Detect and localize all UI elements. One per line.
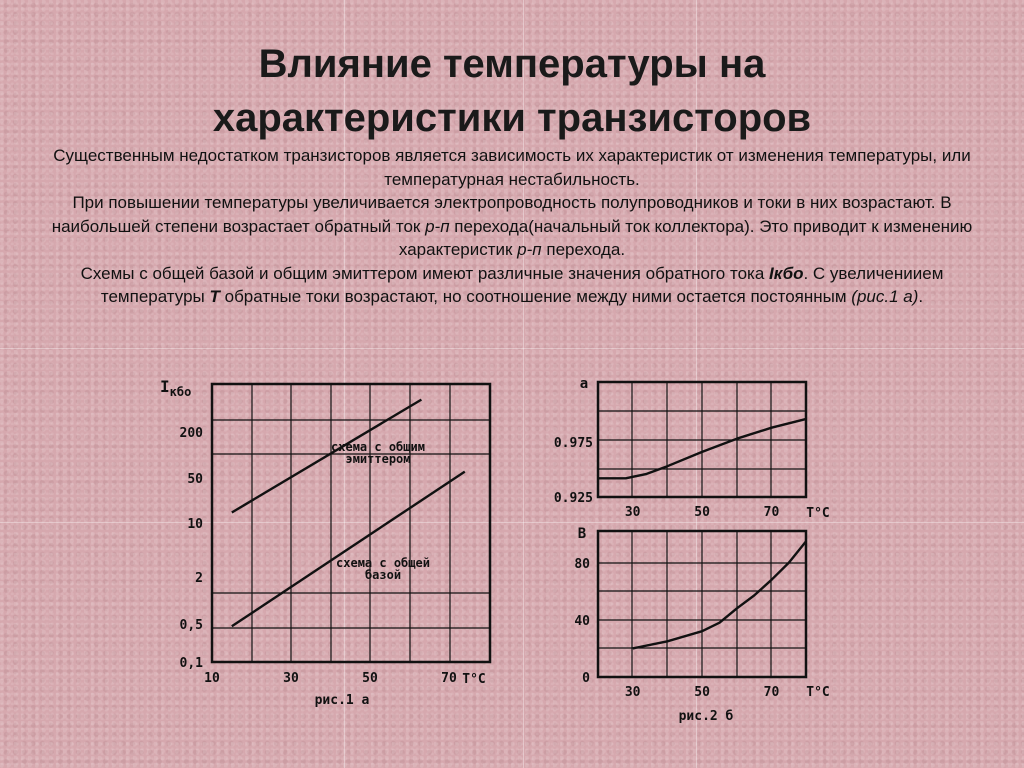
x-tick-label: 50	[694, 505, 710, 520]
plot-frame	[212, 384, 490, 662]
series-label-line: эмиттером	[345, 452, 411, 466]
intro-paragraph-2: При повышении температуры увеличивается электропроводность полупроводников и токи в них возрастают. В наибольшей степени возрастает обратный ток р-п перехода(начальный ток коллектора). Это приводит к изменению характеристик р-п перехода.	[51, 193, 973, 259]
chart-beta	[574, 526, 829, 724]
x-tick-label: 70	[441, 671, 457, 686]
x-axis-label: T°C	[462, 672, 486, 687]
y-axis-label-main: I	[160, 377, 170, 396]
title-line-1: Влияние температуры на	[258, 41, 766, 86]
x-tick-label: 30	[624, 685, 641, 700]
y-axis-label: B	[577, 526, 587, 542]
y-axis-label-sub: кбо	[169, 385, 192, 399]
y-axis-label	[160, 377, 191, 399]
series-line-2	[232, 472, 465, 627]
series-label-emitter	[331, 440, 425, 466]
pn-term: р-п	[517, 240, 542, 259]
y-axis-label: a	[579, 376, 589, 392]
y-tick-label: 0.975	[553, 436, 593, 451]
y-tick-label: 2	[195, 571, 203, 586]
x-tick-label: 70	[763, 685, 780, 700]
y-tick-label: 200	[179, 426, 203, 441]
series-label-line: базой	[364, 568, 402, 582]
chart-ikbo	[160, 377, 490, 708]
x-tick-label: 50	[362, 671, 378, 686]
ikbo-term: Iкбо	[769, 263, 804, 283]
y-tick-label: 10	[187, 517, 203, 532]
x-tick-label: 30	[283, 671, 299, 686]
title-line-2: характеристики транзисторов	[212, 95, 812, 140]
chart-caption: рис.1 а	[314, 693, 370, 708]
chart-alpha	[554, 376, 830, 521]
y-tick-label: 40	[574, 614, 590, 629]
x-tick-label: 50	[694, 685, 710, 700]
figure-reference: (рис.1 а)	[851, 287, 919, 306]
series-line	[633, 541, 807, 648]
pn-term: р-п	[425, 216, 450, 236]
intro-paragraph-1: Существенным недостатком транзисторов является зависимость их характеристик от изменения температуры, или температурная нестабильность.	[53, 146, 971, 189]
series-label-base	[336, 556, 430, 582]
series-label-line: схема с общей	[336, 556, 430, 570]
y-tick-label: 80	[574, 557, 590, 572]
intro-paragraph-3: Схемы с общей базой и общим эмиттером имеют различные значения обратного тока Iкбо. С увеличениием температуры Т обратные токи возрастают, но соотношение между ними остается постоянным (рис.1 а).	[80, 263, 944, 306]
x-tick-label: 10	[204, 671, 220, 686]
y-tick-label: 0	[582, 671, 590, 686]
x-tick-label: 30	[624, 505, 641, 520]
y-tick-label: 50	[187, 472, 203, 487]
y-tick-label: 0,5	[179, 618, 203, 633]
y-tick-label: 0.925	[553, 491, 593, 506]
temperature-term: Т	[209, 287, 220, 306]
y-tick-label: 0,1	[179, 656, 203, 671]
x-axis-label: T°C	[806, 685, 830, 700]
chart-caption: рис.2 б	[678, 709, 734, 724]
x-axis-label: T°C	[806, 506, 830, 521]
series-label-line: схема с общим	[331, 440, 425, 454]
x-tick-label: 70	[763, 505, 780, 520]
